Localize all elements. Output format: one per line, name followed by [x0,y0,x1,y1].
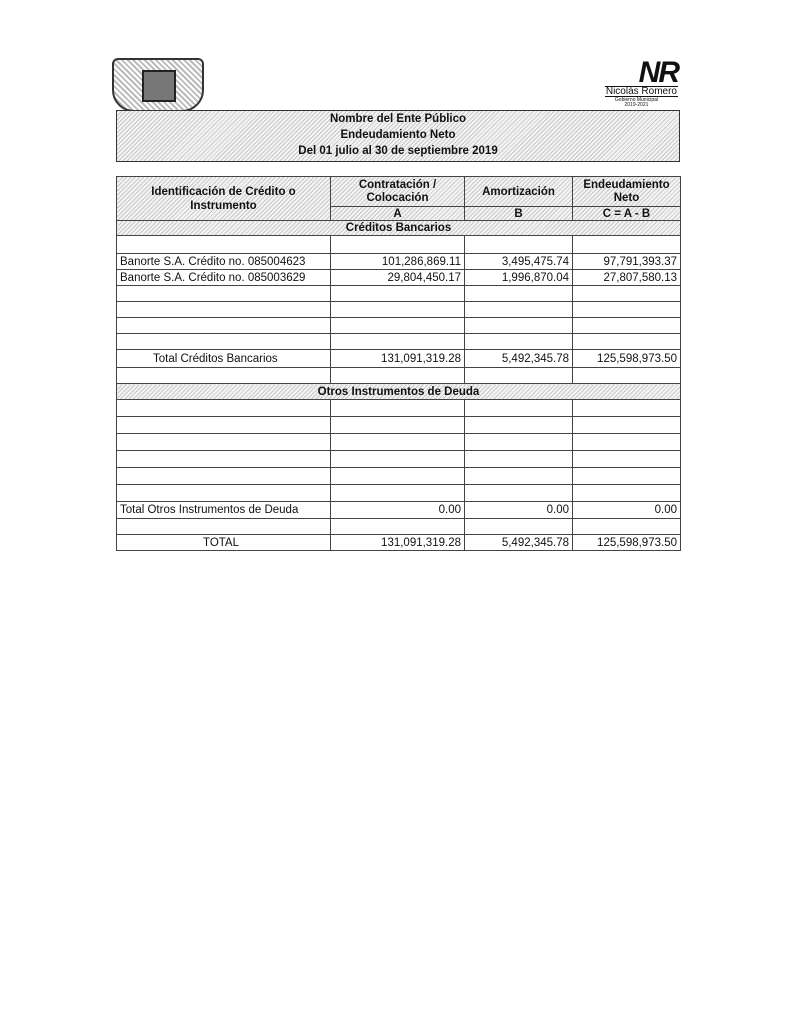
table-row [117,468,681,485]
grand-total-a: 131,091,319.28 [331,535,465,551]
col-identificacion-header: Identificación de Crédito o Instrumento [117,177,331,221]
table-row [117,236,681,254]
report-period: Del 01 julio al 30 de septiembre 2019 [298,145,498,157]
credit-a: 29,804,450.17 [331,270,465,286]
table-row [117,254,681,270]
total-bancarios-c: 125,598,973.50 [573,350,681,368]
section-row [117,384,681,400]
seal-emblem-icon [142,70,176,102]
municipal-seal [112,58,204,112]
table-row [117,485,681,502]
total-row [117,502,681,519]
total-otros-a: 0.00 [331,502,465,519]
logo-subtitle [615,98,658,108]
logo-subtitle-1: Gobierno Municipal [614,97,658,103]
entity-name: Nombre del Ente Público [329,113,467,125]
col-amortizacion-header: Amortización [465,177,573,207]
logo-subtitle-2: 2019-2021 [624,102,649,108]
grand-total-row [117,535,681,551]
grand-total-b: 5,492,345.78 [465,535,573,551]
col-contratacion-header: Contratación / Colocación [331,177,465,207]
table-row [117,318,681,334]
table-row [117,368,681,384]
credit-b: 1,996,870.04 [465,270,573,286]
table-row [117,451,681,468]
total-otros-c: 0.00 [573,502,681,519]
table-row [117,302,681,318]
credit-c: 27,807,580.13 [573,270,681,286]
col-endeudamiento-header: Endeudamiento Neto [573,177,681,207]
grand-total-label: TOTAL [117,535,331,551]
total-bancarios-b: 5,492,345.78 [465,350,573,368]
total-otros-label: Total Otros Instrumentos de Deuda [117,502,331,519]
section-row [117,221,681,236]
total-otros-b: 0.00 [465,502,573,519]
col-a-label: A [331,207,465,221]
credit-label: Banorte S.A. Crédito no. 085003629 [117,270,331,286]
logo-name: Nicolás Romero [605,86,677,97]
total-row [117,350,681,368]
col-b-label: B [465,207,573,221]
table-row [117,434,681,451]
section-creditos-bancarios: Créditos Bancarios [117,221,681,236]
table-row [117,270,681,286]
table-row [117,286,681,302]
table-row [117,400,681,417]
table-row [117,519,681,535]
logo-mark: NR [638,56,678,89]
table-header-row [117,177,681,207]
debt-table [116,176,681,551]
grand-total-c: 125,598,973.50 [573,535,681,551]
credit-b: 3,495,475.74 [465,254,573,270]
table-row [117,417,681,434]
total-bancarios-label: Total Créditos Bancarios [117,350,331,368]
total-bancarios-a: 131,091,319.28 [331,350,465,368]
col-c-label: C = A - B [573,207,681,221]
report-header [116,110,680,162]
credit-label: Banorte S.A. Crédito no. 085004623 [117,254,331,270]
report-title: Endeudamiento Neto [340,129,456,141]
municipality-logo [576,56,680,108]
credit-a: 101,286,869.11 [331,254,465,270]
section-otros-instrumentos: Otros Instrumentos de Deuda [117,384,681,400]
credit-c: 97,791,393.37 [573,254,681,270]
table-row [117,334,681,350]
